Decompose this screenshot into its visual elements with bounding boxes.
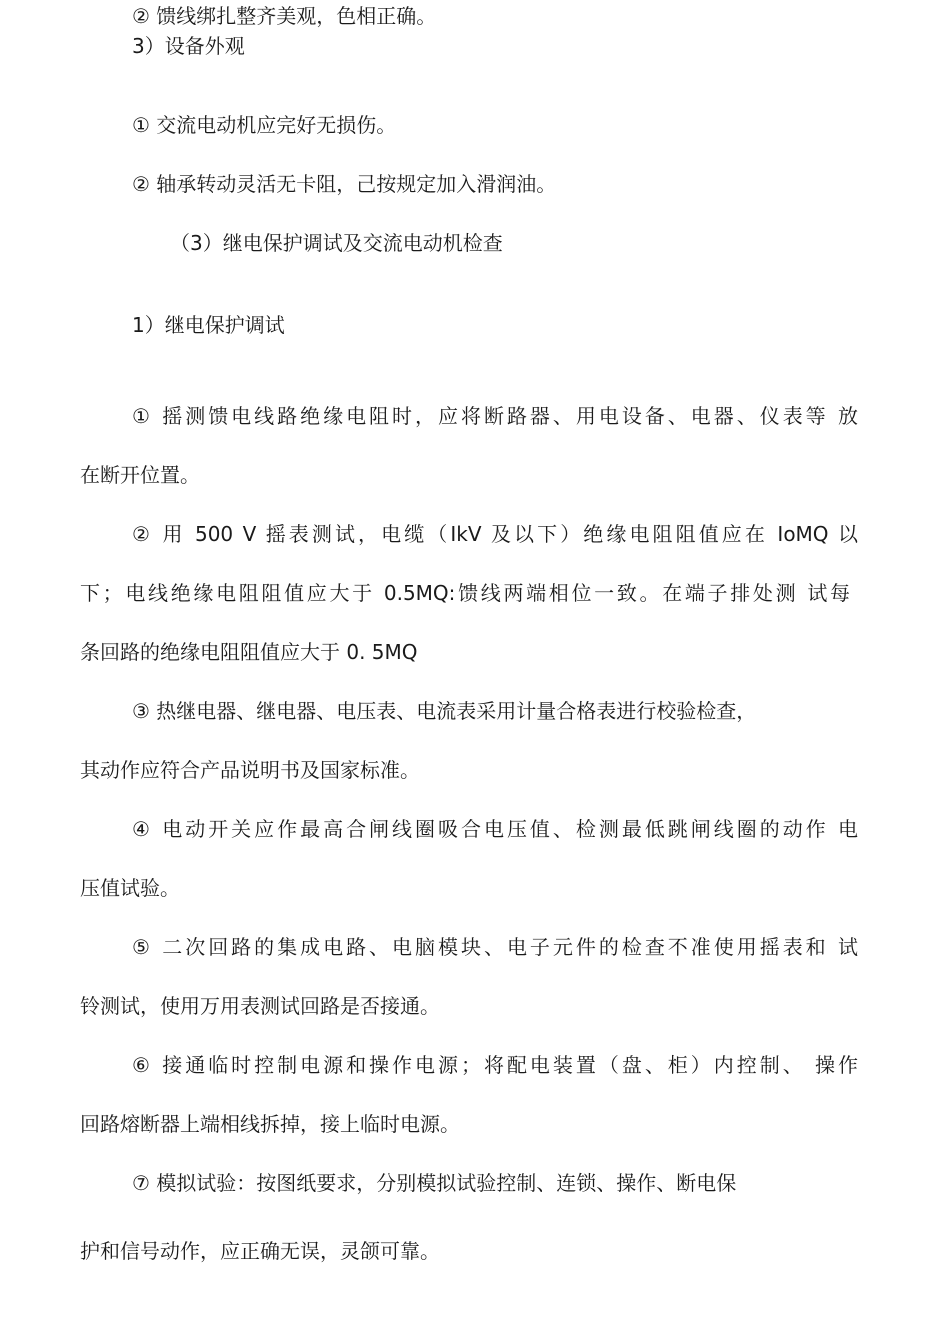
text-line: 其动作应符合产品说明书及国家标准。 — [80, 758, 420, 782]
text-line: 3）设备外观 — [132, 34, 245, 58]
text-line: 铃测试，使用万用表测试回路是否接通。 — [80, 994, 440, 1018]
text-line: ③ 热继电器、继电器、电压表、电流表采用计量合格表进行校验检查， — [132, 699, 757, 723]
text-line: 下；电线绝缘电阻阻值应大于 0.5MQ:馈线两端相位一致。在端子排处测 试每 — [80, 581, 850, 605]
text-line: ⑦ 模拟试验：按图纸要求，分别模拟试验控制、连锁、操作、断电保 — [132, 1171, 737, 1195]
text-line: ④ 电动开关应作最高合闸线圈吸合电压值、检测最低跳闸线圈的动作 电 — [132, 817, 858, 841]
text-line: ⑥ 接通临时控制电源和操作电源；将配电装置（盘、柜）内控制、 操作 — [132, 1053, 858, 1077]
text-line: 回路熔断器上端相线拆掉，接上临时电源。 — [80, 1112, 460, 1136]
text-line: ① 摇测馈电线路绝缘电阻时，应将断路器、用电设备、电器、仪表等 放 — [132, 404, 858, 428]
text-line: 护和信号动作，应正确无误，灵颌可靠。 — [80, 1239, 440, 1263]
text-line: ① 交流电动机应完好无损伤。 — [132, 113, 397, 137]
text-line: 条回路的绝缘电阻阻值应大于 0. 5MQ — [80, 640, 418, 664]
text-line: ⑤ 二次回路的集成电路、电脑模块、电子元件的检查不准使用摇表和 试 — [132, 935, 858, 959]
section-heading: （3）继电保护调试及交流电动机检查 — [170, 231, 503, 255]
text-line: 压值试验。 — [80, 876, 180, 900]
text-line: ② 轴承转动灵活无卡阻，己按规定加入滑润油。 — [132, 172, 557, 196]
text-line: 在断开位置。 — [80, 463, 200, 487]
subsection-heading: 1）继电保护调试 — [132, 313, 285, 337]
text-line: ② 用 500 V 摇表测试，电缆（IkV 及以下）绝缘电阻阻值应在 IoMQ 以 — [132, 522, 858, 546]
text-line: ② 馈线绑扎整齐美观，色相正确。 — [132, 4, 437, 28]
